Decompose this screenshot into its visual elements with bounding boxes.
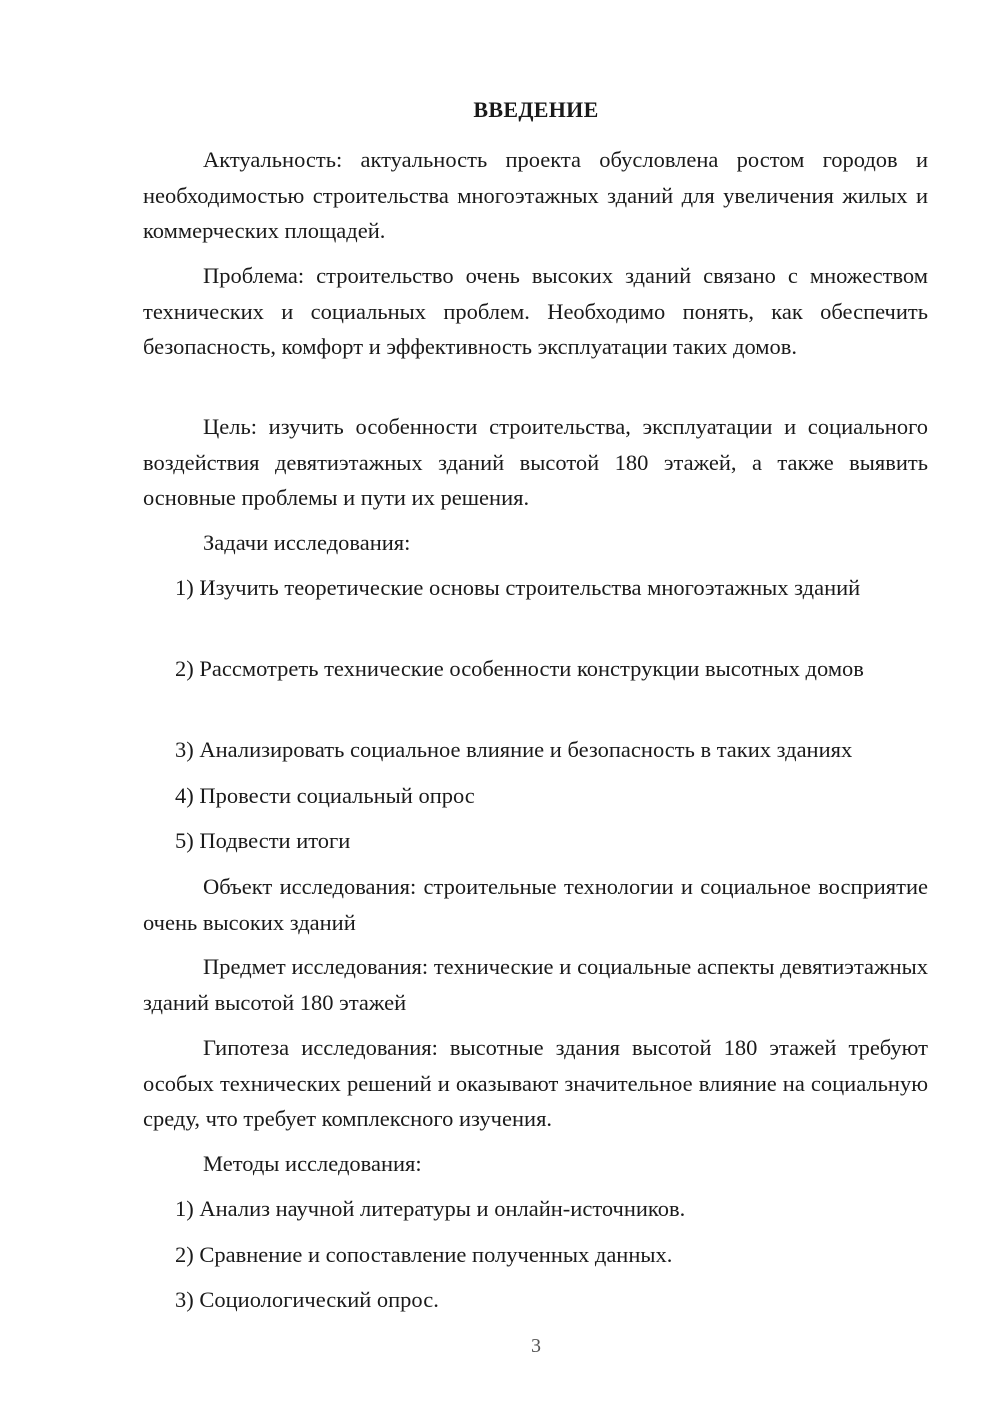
task-item-5: 5) Подвести итоги	[175, 828, 351, 853]
page-title: ВВЕДЕНИЕ	[473, 97, 599, 122]
object-paragraph: Объект исследования: строительные технологии и социальное восприятие очень высоких зданий	[143, 874, 928, 935]
task-item-2: 2) Рассмотреть технические особенности конструкции высотных домов	[175, 656, 864, 681]
goal-paragraph: Цель: изучить особенности строительства, эксплуатации и социального воздействия девятиэтажных зданий высотой 180 этажей, а также выявить основные проблемы и пути их решения.	[143, 414, 928, 510]
method-item-1: 1) Анализ научной литературы и онлайн-источников.	[175, 1196, 686, 1221]
problem-paragraph: Проблема: строительство очень высоких зданий связано с множеством технических и социальных проблем. Необходимо понять, как обеспечить безопасность, комфорт и эффективность эксплуатации таких домов.	[143, 263, 928, 359]
methods-heading: Методы исследования:	[203, 1151, 422, 1176]
page-number: 3	[531, 1335, 541, 1357]
task-item-1: 1) Изучить теоретические основы строительства многоэтажных зданий	[175, 575, 861, 600]
relevance-paragraph: Актуальность: актуальность проекта обусловлена ростом городов и необходимостью строительства многоэтажных зданий для увеличения жилых и коммерческих площадей.	[143, 147, 928, 243]
hypothesis-paragraph: Гипотеза исследования: высотные здания высотой 180 этажей требуют особых технических решений и оказывают значительное влияние на социальную среду, что требует комплексного изучения.	[143, 1035, 928, 1131]
tasks-heading: Задачи исследования:	[203, 530, 411, 555]
subject-paragraph: Предмет исследования: технические и социальные аспекты девятиэтажных зданий высотой 180 этажей	[143, 954, 928, 1015]
method-item-3: 3) Социологический опрос.	[175, 1287, 439, 1312]
task-item-4: 4) Провести социальный опрос	[175, 783, 475, 808]
method-item-2: 2) Сравнение и сопоставление полученных данных.	[175, 1242, 673, 1267]
task-item-3: 3) Анализировать социальное влияние и безопасность в таких зданиях	[175, 737, 853, 762]
